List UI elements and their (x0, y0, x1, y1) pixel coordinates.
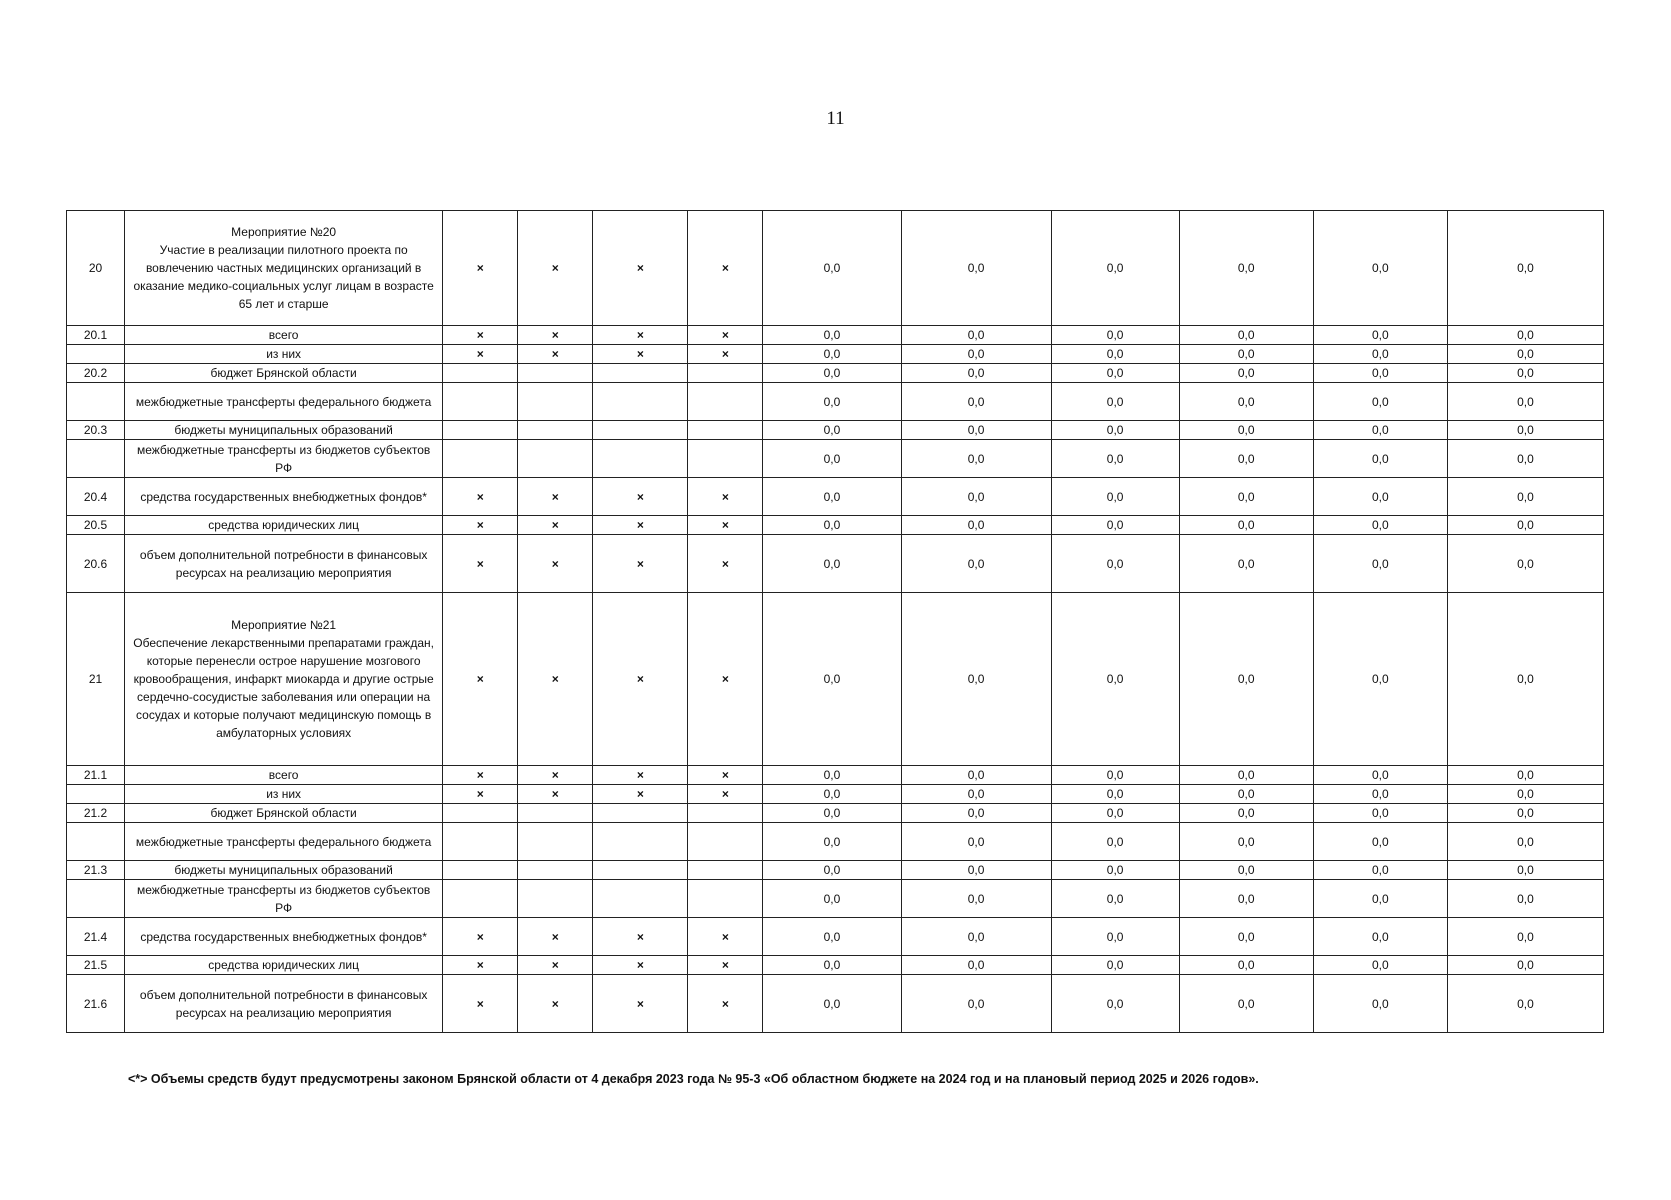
row-value: 0,0 (1447, 421, 1603, 440)
row-value: 0,0 (763, 516, 901, 535)
row-value: 0,0 (1051, 593, 1179, 766)
row-value: 0,0 (901, 478, 1051, 516)
footnote: <*> Объемы средств будут предусмотрены законом Брянской области от 4 декабря 2023 года № 95-3 «Об областном бюджете на 2024 год и на плановый период 2025 и 2026 годов». (128, 1072, 1259, 1086)
row-value: 0,0 (1179, 861, 1313, 880)
row-code (67, 345, 125, 364)
row-name-line: бюджеты муниципальных образований (174, 423, 393, 437)
row-value: 0,0 (1447, 516, 1603, 535)
row-value: 0,0 (1447, 440, 1603, 478)
row-value: 0,0 (1179, 364, 1313, 383)
row-mark (443, 421, 518, 440)
row-mark: × (518, 766, 593, 785)
row-value: 0,0 (1313, 766, 1447, 785)
row-mark: × (593, 516, 688, 535)
row-mark: × (688, 956, 763, 975)
row-code (67, 880, 125, 918)
row-name-line: кровообращения, инфаркт миокарда и другие острые (133, 672, 434, 686)
row-value: 0,0 (1313, 804, 1447, 823)
row-mark (518, 880, 593, 918)
row-name-line: ресурсах на реализацию мероприятия (175, 1005, 392, 1020)
row-value: 0,0 (1447, 345, 1603, 364)
row-value: 0,0 (1179, 383, 1313, 421)
row-code: 20.4 (67, 478, 125, 516)
row-name-line: РФ (275, 900, 293, 915)
row-mark: × (688, 345, 763, 364)
row-value: 0,0 (1447, 880, 1603, 918)
table-row (67, 326, 1604, 345)
row-value: 0,0 (1447, 918, 1603, 956)
row-mark: × (688, 593, 763, 766)
row-name (125, 956, 443, 975)
row-value: 0,0 (1051, 823, 1179, 861)
row-value: 0,0 (901, 383, 1051, 421)
row-name-line: амбулаторных условиях (216, 726, 352, 740)
row-value: 0,0 (1447, 535, 1603, 593)
row-value: 0,0 (1313, 535, 1447, 593)
row-value: 0,0 (1447, 785, 1603, 804)
row-mark (688, 823, 763, 861)
row-mark (518, 440, 593, 478)
table-row (67, 975, 1604, 1033)
row-value: 0,0 (1313, 326, 1447, 345)
table-row (67, 785, 1604, 804)
row-mark: × (518, 975, 593, 1033)
row-value: 0,0 (1179, 956, 1313, 975)
row-code: 20.5 (67, 516, 125, 535)
row-name-line: межбюджетные трансферты из бюджетов субъектов (136, 882, 431, 897)
row-value: 0,0 (1179, 326, 1313, 345)
row-mark: × (518, 478, 593, 516)
row-value: 0,0 (901, 593, 1051, 766)
row-name-line: всего (268, 328, 299, 342)
row-mark: × (443, 326, 518, 345)
row-mark: × (443, 345, 518, 364)
row-value: 0,0 (1313, 211, 1447, 326)
row-value: 0,0 (1313, 440, 1447, 478)
row-mark (518, 421, 593, 440)
row-mark: × (518, 918, 593, 956)
row-mark (593, 804, 688, 823)
row-mark: × (593, 535, 688, 593)
row-value: 0,0 (1179, 880, 1313, 918)
row-mark: × (443, 975, 518, 1033)
row-value: 0,0 (1051, 956, 1179, 975)
row-value: 0,0 (763, 364, 901, 383)
row-value: 0,0 (901, 326, 1051, 345)
row-value: 0,0 (763, 326, 901, 345)
row-mark: × (593, 766, 688, 785)
row-mark (593, 383, 688, 421)
row-value: 0,0 (901, 861, 1051, 880)
row-value: 0,0 (1447, 766, 1603, 785)
table-row (67, 861, 1604, 880)
row-value: 0,0 (901, 766, 1051, 785)
row-mark: × (443, 211, 518, 326)
row-name-line: из них (266, 347, 302, 361)
row-value: 0,0 (763, 421, 901, 440)
row-value: 0,0 (1179, 421, 1313, 440)
row-mark: × (688, 918, 763, 956)
row-mark: × (688, 975, 763, 1033)
row-value: 0,0 (763, 861, 901, 880)
row-name-line: бюджет Брянской области (210, 806, 357, 820)
row-value: 0,0 (1313, 975, 1447, 1033)
row-value: 0,0 (1051, 785, 1179, 804)
row-mark: × (688, 478, 763, 516)
row-name (125, 211, 443, 326)
row-mark (593, 440, 688, 478)
row-name (125, 364, 443, 383)
row-mark: × (443, 535, 518, 593)
row-value: 0,0 (1179, 804, 1313, 823)
row-mark: × (518, 211, 593, 326)
row-mark (443, 861, 518, 880)
row-value: 0,0 (901, 975, 1051, 1033)
row-name-line: средства государственных внебюджетных фондов* (140, 489, 427, 504)
row-value: 0,0 (1179, 785, 1313, 804)
row-value: 0,0 (1179, 345, 1313, 364)
row-mark: × (443, 766, 518, 785)
row-code: 21.5 (67, 956, 125, 975)
row-mark: × (688, 766, 763, 785)
row-mark: × (443, 785, 518, 804)
row-value: 0,0 (763, 593, 901, 766)
row-mark (518, 861, 593, 880)
row-value: 0,0 (763, 345, 901, 364)
row-mark (593, 364, 688, 383)
row-value: 0,0 (1051, 861, 1179, 880)
table-row (67, 440, 1604, 478)
row-value: 0,0 (1051, 421, 1179, 440)
row-mark: × (688, 535, 763, 593)
row-value: 0,0 (1051, 516, 1179, 535)
row-name-line: межбюджетные трансферты из бюджетов субъектов (136, 442, 431, 457)
row-name (125, 861, 443, 880)
row-value: 0,0 (1051, 345, 1179, 364)
row-mark: × (518, 593, 593, 766)
row-value: 0,0 (1313, 364, 1447, 383)
row-value: 0,0 (1447, 823, 1603, 861)
row-name-line: 65 лет и старше (238, 297, 329, 311)
table-body (67, 211, 1604, 1033)
row-mark: × (593, 478, 688, 516)
row-value: 0,0 (1179, 478, 1313, 516)
row-value: 0,0 (763, 804, 901, 823)
row-code: 20.2 (67, 364, 125, 383)
row-mark (443, 440, 518, 478)
row-code: 21 (67, 593, 125, 766)
row-value: 0,0 (1179, 535, 1313, 593)
row-value: 0,0 (1447, 861, 1603, 880)
row-code: 20.3 (67, 421, 125, 440)
row-mark: × (443, 956, 518, 975)
row-mark (593, 421, 688, 440)
row-value: 0,0 (1447, 383, 1603, 421)
row-mark (593, 823, 688, 861)
row-name-line: Участие в реализации пилотного проекта по (159, 243, 408, 257)
row-value: 0,0 (901, 440, 1051, 478)
row-code: 21.1 (67, 766, 125, 785)
row-value: 0,0 (901, 918, 1051, 956)
row-value: 0,0 (1313, 593, 1447, 766)
table-row (67, 211, 1604, 326)
row-name (125, 440, 443, 478)
row-value: 0,0 (1051, 766, 1179, 785)
row-value: 0,0 (901, 880, 1051, 918)
row-value: 0,0 (901, 516, 1051, 535)
row-value: 0,0 (1179, 918, 1313, 956)
row-value: 0,0 (1313, 785, 1447, 804)
row-code (67, 383, 125, 421)
table-row (67, 535, 1604, 593)
table-row (67, 478, 1604, 516)
row-value: 0,0 (1051, 211, 1179, 326)
row-value: 0,0 (1313, 861, 1447, 880)
row-name (125, 421, 443, 440)
row-code (67, 823, 125, 861)
row-value: 0,0 (763, 880, 901, 918)
row-mark: × (688, 516, 763, 535)
row-value: 0,0 (1179, 766, 1313, 785)
row-value: 0,0 (1447, 975, 1603, 1033)
table-row (67, 766, 1604, 785)
row-mark (443, 823, 518, 861)
row-value: 0,0 (901, 785, 1051, 804)
row-value: 0,0 (763, 766, 901, 785)
row-mark: × (443, 918, 518, 956)
row-name (125, 975, 443, 1033)
table-row (67, 345, 1604, 364)
row-value: 0,0 (1051, 326, 1179, 345)
row-value: 0,0 (1051, 880, 1179, 918)
row-mark (443, 364, 518, 383)
row-name-line: всего (268, 768, 299, 782)
row-mark: × (518, 516, 593, 535)
row-code (67, 440, 125, 478)
row-value: 0,0 (1051, 364, 1179, 383)
row-value: 0,0 (1313, 478, 1447, 516)
row-mark (688, 861, 763, 880)
row-code: 20 (67, 211, 125, 326)
row-mark (518, 364, 593, 383)
row-value: 0,0 (763, 535, 901, 593)
row-name (125, 823, 443, 861)
row-value: 0,0 (1313, 823, 1447, 861)
row-mark: × (688, 326, 763, 345)
table-row (67, 421, 1604, 440)
row-name-line: ресурсах на реализацию мероприятия (175, 565, 392, 580)
table-row (67, 956, 1604, 975)
row-name-line: бюджеты муниципальных образований (174, 863, 393, 877)
row-name-line: сердечно-сосудистые заболевания или операции на (137, 690, 431, 704)
row-name (125, 383, 443, 421)
row-value: 0,0 (1179, 516, 1313, 535)
row-name (125, 785, 443, 804)
row-mark (688, 440, 763, 478)
row-value: 0,0 (1051, 383, 1179, 421)
row-name (125, 918, 443, 956)
row-value: 0,0 (1179, 975, 1313, 1033)
row-value: 0,0 (1313, 383, 1447, 421)
row-value: 0,0 (763, 823, 901, 861)
row-name-line: сосудах и которые получают медицинскую помощь в (136, 708, 432, 722)
row-value: 0,0 (1179, 211, 1313, 326)
row-mark: × (688, 211, 763, 326)
table-row (67, 804, 1604, 823)
row-value: 0,0 (1313, 956, 1447, 975)
row-name-line: межбюджетные трансферты федерального бюджета (135, 834, 432, 849)
row-mark (688, 880, 763, 918)
row-value: 0,0 (1313, 421, 1447, 440)
row-value: 0,0 (763, 975, 901, 1033)
row-value: 0,0 (763, 956, 901, 975)
row-value: 0,0 (1051, 478, 1179, 516)
row-value: 0,0 (763, 383, 901, 421)
row-mark (518, 383, 593, 421)
row-mark: × (518, 345, 593, 364)
row-value: 0,0 (763, 918, 901, 956)
page-number: 11 (826, 108, 845, 129)
row-mark: × (518, 956, 593, 975)
row-name-line: межбюджетные трансферты федерального бюджета (135, 394, 432, 409)
row-mark (518, 823, 593, 861)
row-mark: × (443, 516, 518, 535)
row-mark: × (593, 956, 688, 975)
table-row (67, 516, 1604, 535)
row-name-line: Мероприятие №20 (231, 225, 337, 239)
table-row (67, 918, 1604, 956)
row-name-line: средства государственных внебюджетных фондов* (140, 929, 427, 944)
row-mark: × (518, 326, 593, 345)
row-mark (688, 421, 763, 440)
row-value: 0,0 (763, 785, 901, 804)
row-value: 0,0 (1447, 326, 1603, 345)
row-value: 0,0 (1051, 440, 1179, 478)
row-mark: × (593, 918, 688, 956)
budget-table (66, 210, 1604, 1033)
row-code: 20.6 (67, 535, 125, 593)
row-mark: × (593, 326, 688, 345)
row-name-line: из них (266, 787, 302, 801)
row-name-line: РФ (275, 460, 293, 475)
row-code: 21.4 (67, 918, 125, 956)
row-value: 0,0 (1447, 211, 1603, 326)
row-mark: × (593, 345, 688, 364)
row-name-line: средства юридических лиц (208, 518, 359, 532)
row-value: 0,0 (1051, 535, 1179, 593)
table-row (67, 823, 1604, 861)
row-value: 0,0 (1313, 880, 1447, 918)
row-name (125, 345, 443, 364)
row-mark: × (443, 593, 518, 766)
row-name-line: объем дополнительной потребности в финансовых (139, 547, 428, 562)
table-row (67, 364, 1604, 383)
row-value: 0,0 (1447, 364, 1603, 383)
row-value: 0,0 (1179, 823, 1313, 861)
row-name (125, 535, 443, 593)
row-mark (688, 364, 763, 383)
table-row (67, 383, 1604, 421)
row-mark (443, 880, 518, 918)
row-code: 20.1 (67, 326, 125, 345)
row-value: 0,0 (901, 345, 1051, 364)
row-name (125, 880, 443, 918)
table-row (67, 880, 1604, 918)
row-mark: × (518, 785, 593, 804)
table-row (67, 593, 1604, 766)
row-name (125, 804, 443, 823)
row-value: 0,0 (1447, 593, 1603, 766)
row-mark: × (593, 975, 688, 1033)
row-mark (688, 383, 763, 421)
row-value: 0,0 (1313, 918, 1447, 956)
row-name-line: бюджет Брянской области (210, 366, 357, 380)
row-name (125, 516, 443, 535)
row-mark (443, 383, 518, 421)
row-mark: × (518, 535, 593, 593)
row-value: 0,0 (763, 478, 901, 516)
row-value: 0,0 (1313, 516, 1447, 535)
row-mark: × (593, 593, 688, 766)
row-name-line: объем дополнительной потребности в финансовых (139, 987, 428, 1002)
row-value: 0,0 (1447, 956, 1603, 975)
row-value: 0,0 (1313, 345, 1447, 364)
row-name-line: Обеспечение лекарственными препаратами граждан, (133, 636, 434, 650)
row-value: 0,0 (1051, 975, 1179, 1033)
row-value: 0,0 (763, 211, 901, 326)
row-name (125, 593, 443, 766)
row-value: 0,0 (1051, 804, 1179, 823)
row-code (67, 785, 125, 804)
row-value: 0,0 (1447, 478, 1603, 516)
row-name (125, 326, 443, 345)
row-name-line: которые перенесли острое нарушение мозгового (146, 654, 421, 668)
row-value: 0,0 (901, 823, 1051, 861)
row-value: 0,0 (901, 804, 1051, 823)
row-name (125, 478, 443, 516)
row-value: 0,0 (763, 440, 901, 478)
row-mark (593, 861, 688, 880)
row-name-line: вовлечению частных медицинских организаций в (145, 261, 422, 275)
row-value: 0,0 (901, 535, 1051, 593)
row-mark: × (688, 785, 763, 804)
row-mark (593, 880, 688, 918)
row-mark: × (443, 478, 518, 516)
row-value: 0,0 (1179, 593, 1313, 766)
row-name-line: оказание медико-социальных услуг лицам в возрасте (133, 279, 434, 293)
row-name-line: Мероприятие №21 (231, 618, 337, 632)
row-code: 21.6 (67, 975, 125, 1033)
row-value: 0,0 (901, 211, 1051, 326)
row-name-line: средства юридических лиц (208, 958, 359, 972)
row-name (125, 766, 443, 785)
row-value: 0,0 (1051, 918, 1179, 956)
row-value: 0,0 (901, 956, 1051, 975)
row-mark (688, 804, 763, 823)
row-mark: × (593, 785, 688, 804)
row-value: 0,0 (901, 364, 1051, 383)
row-value: 0,0 (901, 421, 1051, 440)
row-code: 21.2 (67, 804, 125, 823)
row-value: 0,0 (1447, 804, 1603, 823)
row-mark: × (593, 211, 688, 326)
row-code: 21.3 (67, 861, 125, 880)
row-mark (443, 804, 518, 823)
row-value: 0,0 (1179, 440, 1313, 478)
row-mark (518, 804, 593, 823)
